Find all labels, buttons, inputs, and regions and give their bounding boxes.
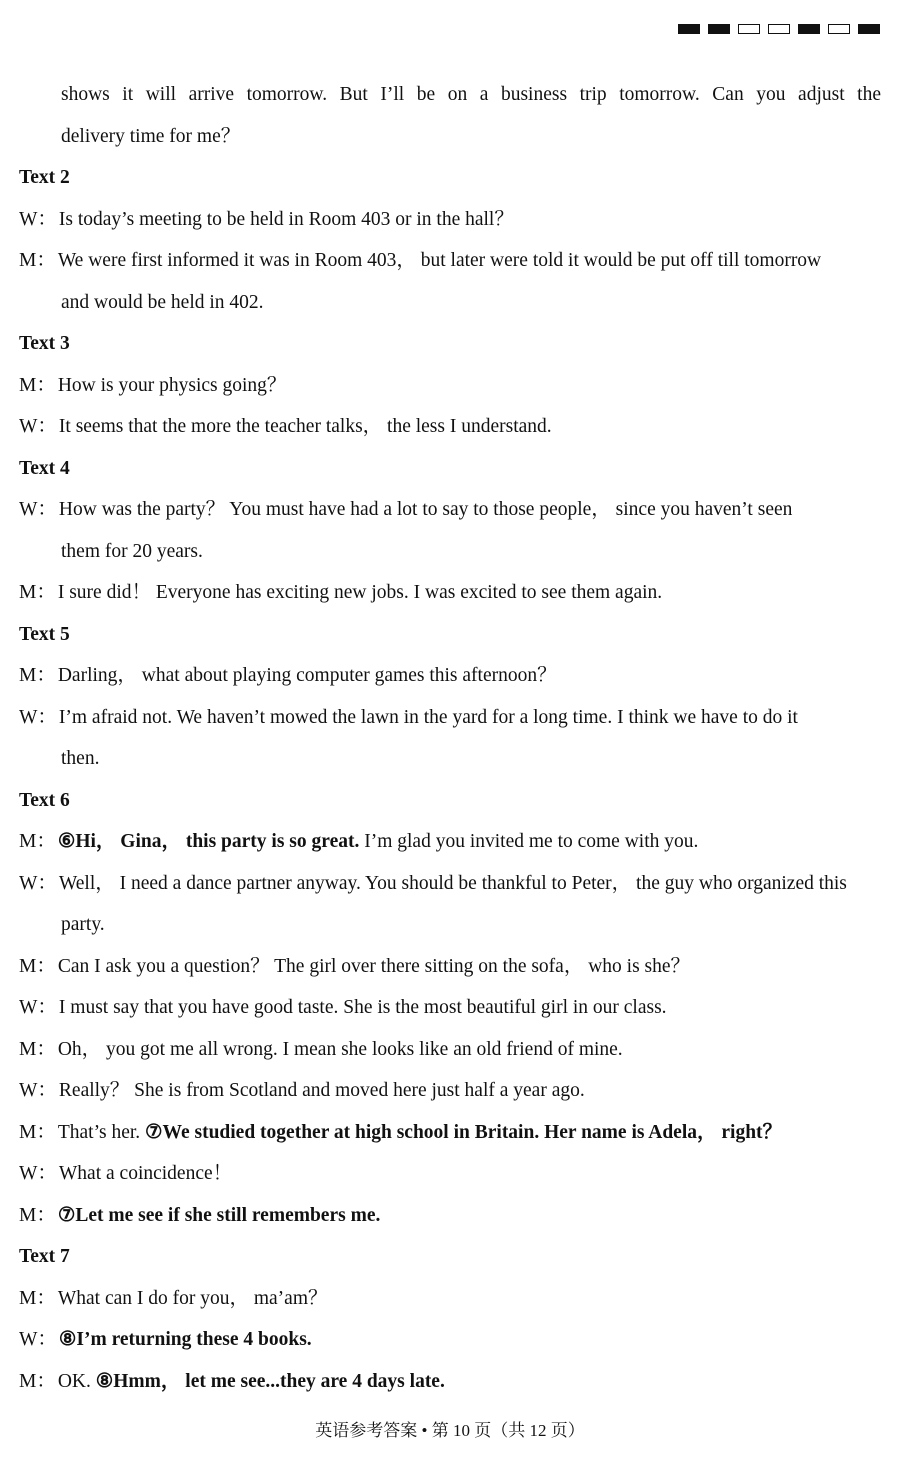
text7-header: Text 7 xyxy=(19,1246,70,1267)
dialogue-line xyxy=(19,240,881,282)
corner-mark xyxy=(828,24,850,34)
document-body xyxy=(19,74,881,1402)
speaker-label: W： xyxy=(19,499,57,520)
text4-header: Text 4 xyxy=(19,457,70,479)
dialogue-line xyxy=(19,1195,881,1237)
speaker-label: M： xyxy=(19,1038,56,1060)
key-answer-text: ⑧Hmm， let me see...they are 4 days late. xyxy=(95,1370,445,1392)
speaker-label: M： xyxy=(19,1121,56,1143)
dialogue-text: How is your physics going？ xyxy=(57,374,287,396)
dialogue-continuation: party. xyxy=(61,914,105,935)
dialogue-text: What a coincidence！ xyxy=(58,1163,233,1184)
dialogue-line xyxy=(19,946,881,988)
text1-continuation-line: shows it will arrive tomorrow. But I’ll be on a business trip tomorrow. Can you adjust the xyxy=(61,84,881,105)
text3-header: Text 3 xyxy=(19,333,70,354)
speaker-label: W： xyxy=(19,1080,57,1101)
dialogue-text: What can I do for you， ma’am？ xyxy=(57,1287,328,1309)
corner-mark xyxy=(858,24,880,34)
dialogue-line xyxy=(19,697,881,739)
text5-header: Text 5 xyxy=(19,623,70,645)
speaker-label: W： xyxy=(19,208,57,230)
speaker-label: M： xyxy=(19,1204,56,1226)
key-answer-text: ⑦Let me see if she still remembers me. xyxy=(57,1204,381,1226)
dialogue-text: OK. xyxy=(57,1370,96,1392)
text2-header: Text 2 xyxy=(19,167,70,188)
speaker-label: W： xyxy=(19,872,57,894)
dialogue-line xyxy=(19,1278,881,1320)
speaker-label: W： xyxy=(19,1329,57,1350)
speaker-label: M： xyxy=(19,1370,56,1392)
dialogue-line xyxy=(19,821,881,863)
dialogue-line xyxy=(19,489,881,531)
speaker-label: M： xyxy=(19,665,56,686)
dialogue-text: I sure did！ Everyone has exciting new jobs. I was excited to see them again. xyxy=(57,582,663,603)
dialogue-continuation: then. xyxy=(61,748,100,769)
dialogue-line xyxy=(19,1070,881,1112)
speaker-label: M： xyxy=(19,250,56,271)
corner-mark xyxy=(768,24,790,34)
key-answer-text: ⑥Hi， Gina， this party is so great. xyxy=(57,831,360,852)
dialogue-line xyxy=(19,655,881,697)
dialogue-line xyxy=(19,1361,881,1403)
dialogue-text: Is today’s meeting to be held in Room 403 or in the hall？ xyxy=(58,208,514,230)
dialogue-line xyxy=(19,987,881,1029)
dialogue-line xyxy=(19,365,881,407)
dialogue-line xyxy=(19,406,881,448)
speaker-label: W： xyxy=(19,997,57,1018)
dialogue-text: I’m glad you invited me to come with you. xyxy=(359,831,699,852)
dialogue-text: Can I ask you a question？ The girl over there sitting on the sofa， who is she？ xyxy=(57,955,691,977)
dialogue-line xyxy=(19,863,881,905)
text6-header: Text 6 xyxy=(19,789,70,811)
dialogue-text: It seems that the more the teacher talks， the less I understand. xyxy=(58,416,552,437)
corner-mark xyxy=(678,24,700,34)
dialogue-text: That’s her. xyxy=(57,1121,146,1143)
dialogue-text: Really？ She is from Scotland and moved here just half a year ago. xyxy=(58,1080,585,1101)
dialogue-continuation: them for 20 years. xyxy=(61,540,203,562)
dialogue-continuation: and would be held in 402. xyxy=(61,291,264,313)
key-answer-text: ⑦We studied together at high school in Britain. Her name is Adela， right？ xyxy=(145,1121,783,1143)
dialogue-text: How was the party？ You must have had a lot to say to those people， since you haven’t seen xyxy=(58,499,793,520)
dialogue-line xyxy=(19,1112,881,1154)
dialogue-line xyxy=(19,1319,881,1361)
page-footer: 英语参考答案 • 第 10 页（共 12 页） xyxy=(315,1421,585,1440)
corner-mark xyxy=(738,24,760,34)
corner-mark xyxy=(798,24,820,34)
dialogue-line xyxy=(19,1153,881,1195)
speaker-label: M： xyxy=(19,955,56,977)
speaker-label: M： xyxy=(19,374,56,396)
speaker-label: M： xyxy=(19,831,56,852)
speaker-label: M： xyxy=(19,582,56,603)
text1-continuation-line: delivery time for me？ xyxy=(61,125,241,147)
speaker-label: W： xyxy=(19,416,57,437)
dialogue-text: I’m afraid not. We haven’t mowed the lawn in the yard for a long time. I think we have to do it xyxy=(58,706,798,728)
corner-marks xyxy=(678,24,880,34)
dialogue-line xyxy=(19,572,881,614)
corner-mark xyxy=(708,24,730,34)
speaker-label: W： xyxy=(19,1163,57,1184)
speaker-label: W： xyxy=(19,706,57,728)
dialogue-text: We were first informed it was in Room 403， but later were told it would be put off till tomorrow xyxy=(57,250,822,271)
dialogue-text: I must say that you have good taste. She is the most beautiful girl in our class. xyxy=(58,997,667,1018)
dialogue-text: Darling， what about playing computer games this afternoon？ xyxy=(57,665,557,686)
dialogue-text: Oh， you got me all wrong. I mean she looks like an old friend of mine. xyxy=(57,1038,623,1060)
dialogue-text: Well， I need a dance partner anyway. You should be thankful to Peter， the guy who organized this xyxy=(58,872,847,894)
dialogue-line xyxy=(19,199,881,241)
key-answer-text: ⑧I’m returning these 4 books. xyxy=(58,1329,312,1350)
dialogue-line xyxy=(19,1029,881,1071)
speaker-label: M： xyxy=(19,1287,56,1309)
